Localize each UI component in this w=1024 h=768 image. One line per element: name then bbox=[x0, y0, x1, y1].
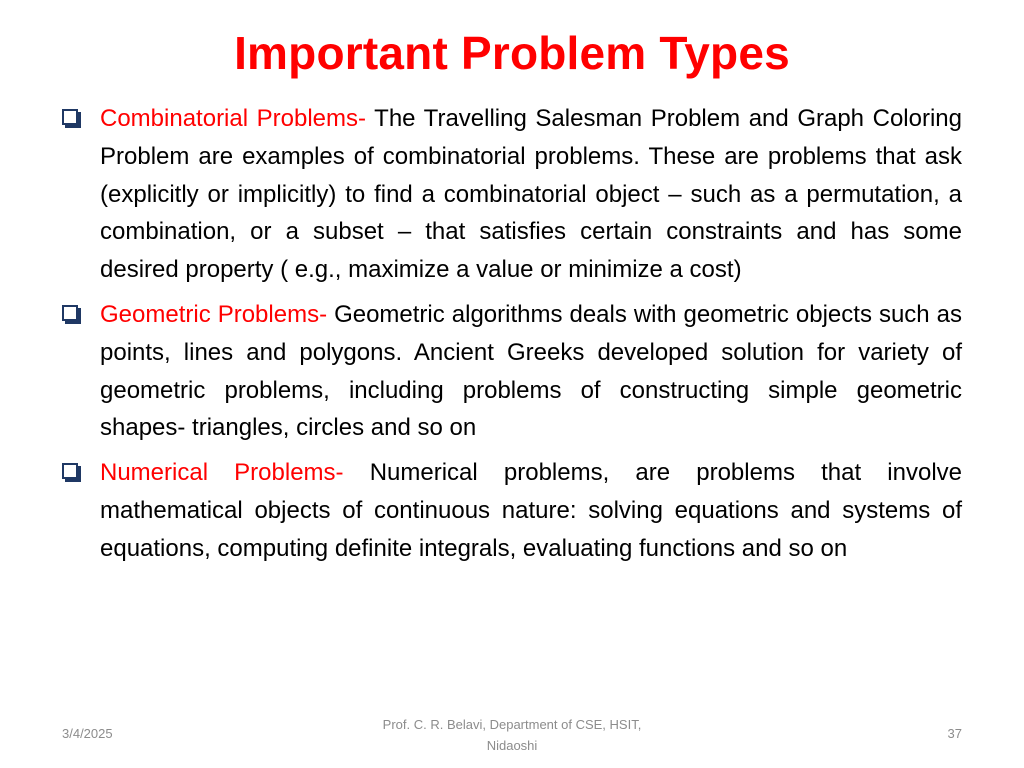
bullet-list bbox=[62, 100, 962, 575]
bullet-label: Combinatorial Problems- bbox=[100, 105, 367, 132]
bullet-label: Numerical Problems- bbox=[100, 459, 344, 487]
footer-author bbox=[350, 714, 674, 756]
bullet-text: Geometric algorithms deals with geometric objects such as points, lines and polygons. Ancient Greeks developed solution for variety of geometric problems, including problems of constructing simple geometric shapes- triangles, circles and so on bbox=[100, 300, 962, 442]
bullet-item-combinatorial bbox=[62, 100, 962, 289]
bullet-text: Numerical problems, are problems that involve mathematical objects of continuous nature: solving equations and systems of equations, computing definite integrals, evaluating functions and so on bbox=[100, 459, 962, 562]
footer-author-line: Prof. C. R. Belavi, Department of CSE, HSIT, bbox=[382, 717, 642, 732]
checkbox-bullet-icon bbox=[62, 305, 78, 321]
footer-date: 3/4/2025 bbox=[62, 726, 113, 741]
bullet-item-geometric bbox=[62, 296, 962, 447]
page-number: 37 bbox=[947, 726, 962, 741]
slide-title: Important Problem Types bbox=[234, 27, 790, 79]
bullet-item-numerical bbox=[62, 454, 962, 567]
bullet-label: Geometric Problems- bbox=[100, 300, 328, 328]
footer-author-line: Nidaoshi bbox=[486, 738, 538, 753]
checkbox-bullet-icon bbox=[62, 463, 78, 479]
bullet-text: The Travelling Salesman Problem and Graph Coloring Problem are examples of combinatorial problems. These are problems that ask (explicitly or implicitly) to find a combinatorial object – such as a permutation, a combination, or a subset – that satisfies certain constraints and has some desired property ( e.g., maximize a value or minimize a cost) bbox=[100, 105, 962, 284]
checkbox-bullet-icon bbox=[62, 109, 78, 125]
